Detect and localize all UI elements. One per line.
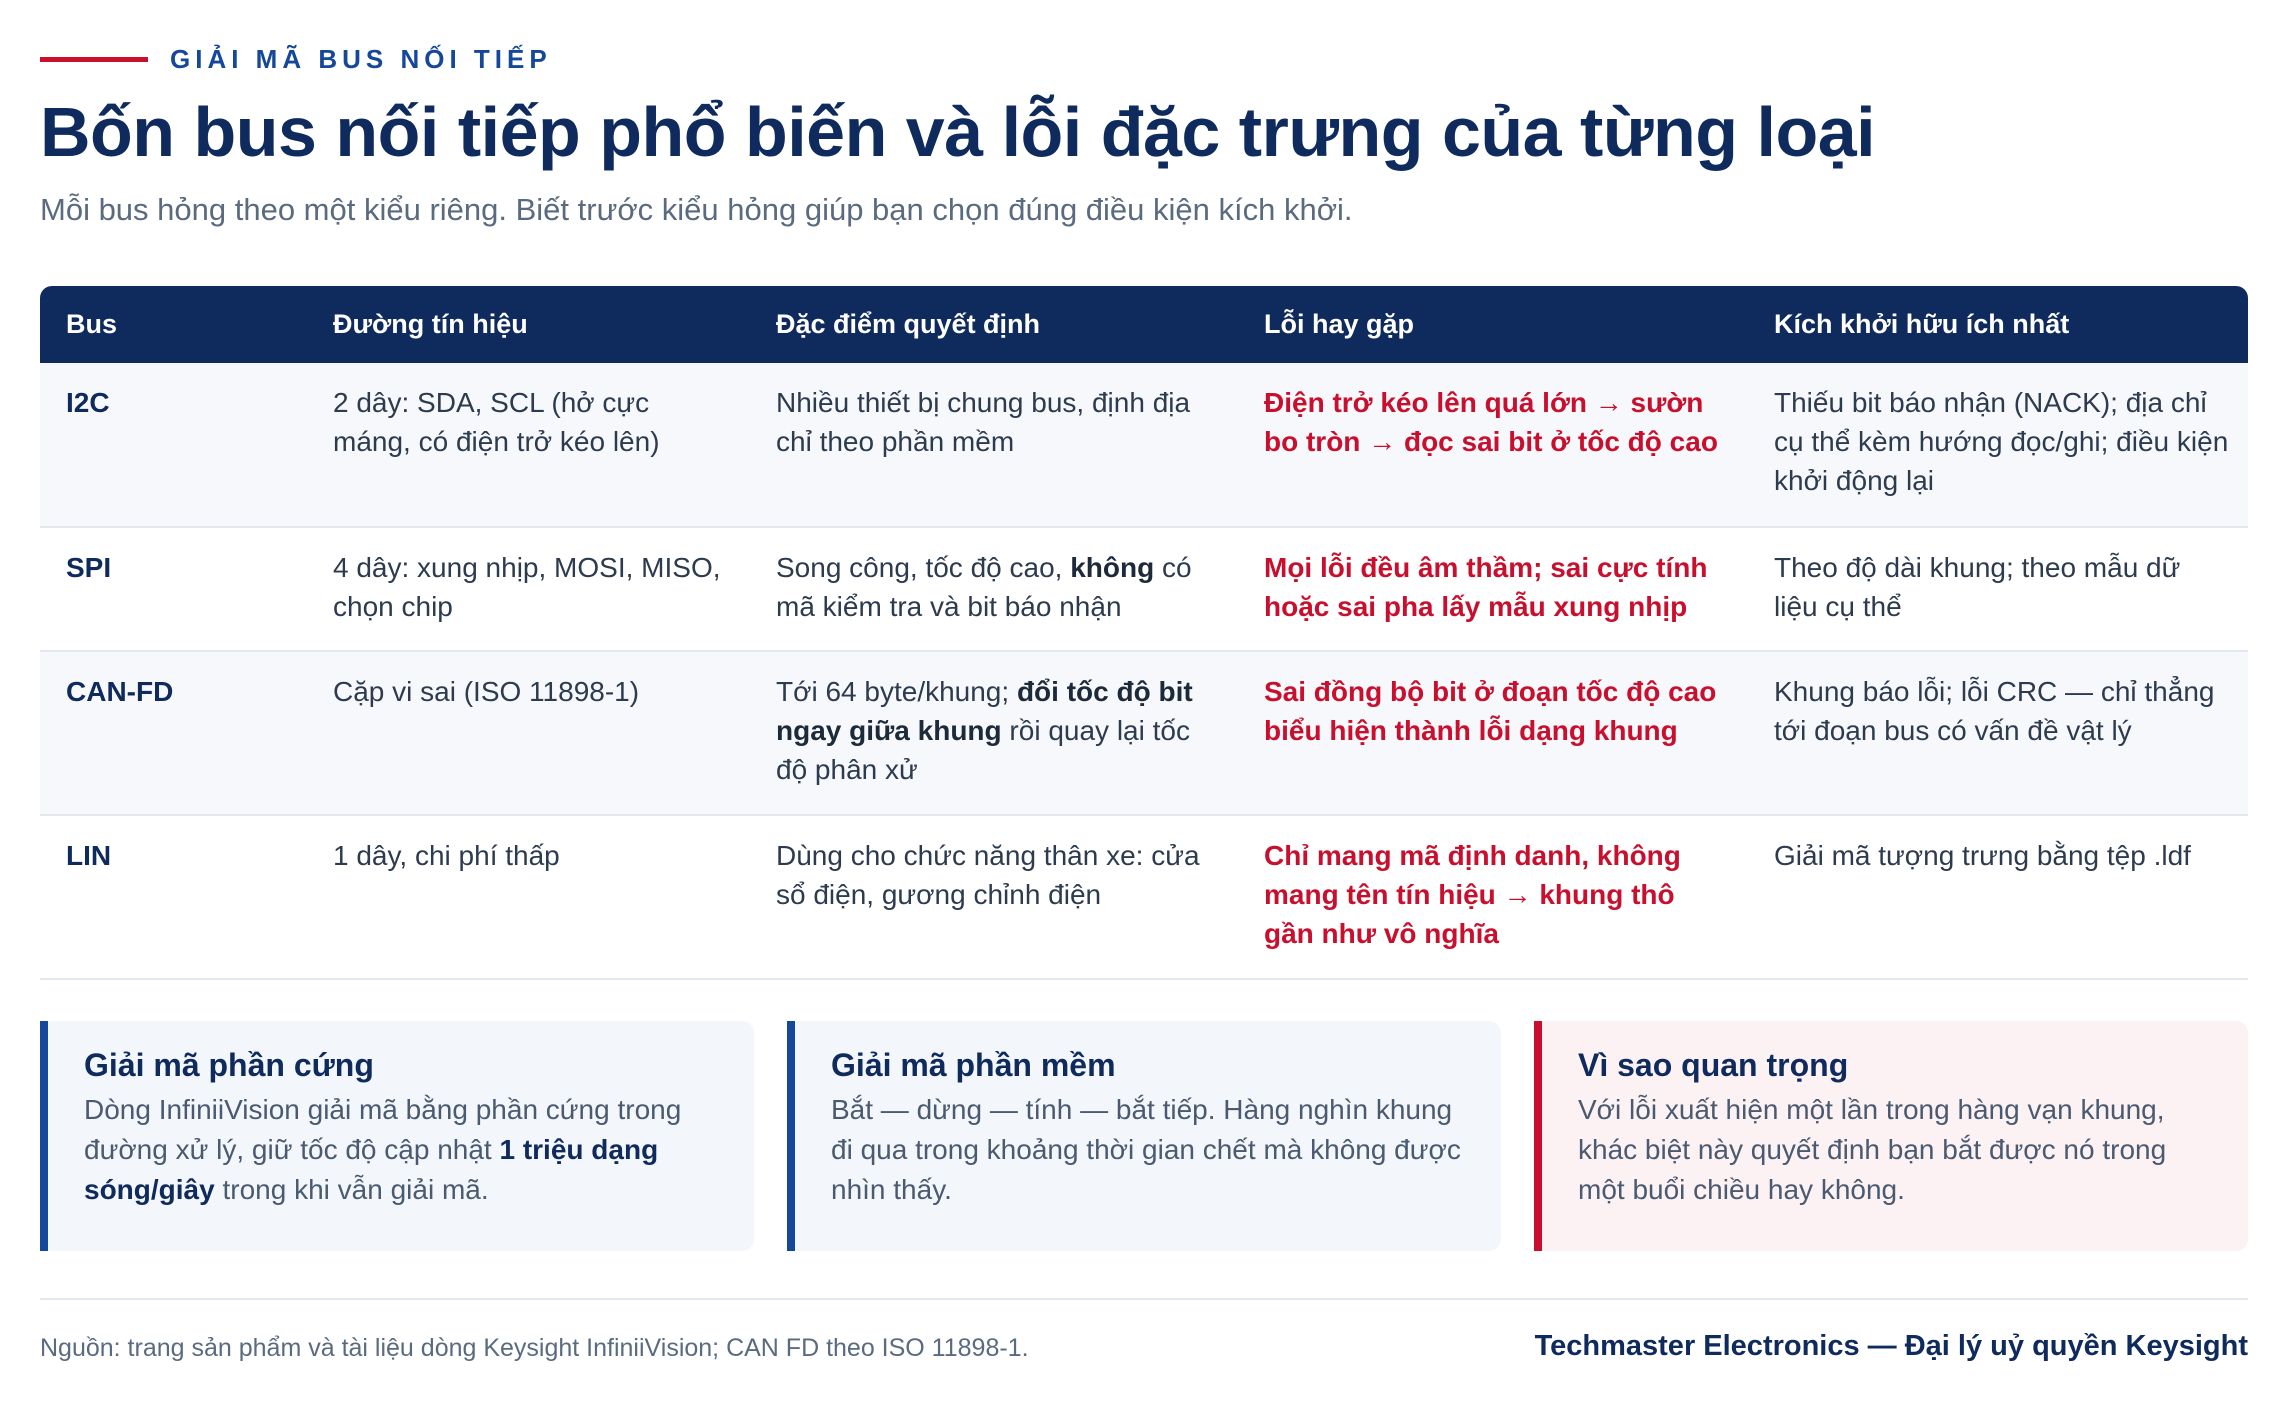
- card-hardware-decode: [40, 1021, 754, 1251]
- eyebrow: [40, 44, 552, 75]
- signal-cell: Cặp vi sai (ISO 11898-1): [307, 651, 750, 815]
- feature-text: Nhiều thiết bị chung bus, định địa chỉ theo phần mềm: [776, 387, 1191, 457]
- card-text: Bắt — dừng — tính — bắt tiếp. Hàng nghìn khung đi qua trong khoảng thời gian chết mà không được nhìn thấy.: [831, 1094, 1461, 1205]
- page-title: Bốn bus nối tiếp phổ biến và lỗi đặc trưng của từng loại: [40, 93, 1876, 171]
- eyebrow-label: GIẢI MÃ BUS NỐI TIẾP: [170, 44, 552, 74]
- column-header-signal: Đường tín hiệu: [333, 309, 528, 339]
- feature-cell: [750, 651, 1238, 815]
- card-why-it-matters: [1534, 1021, 2248, 1251]
- feature-emphasis: đổi tốc độ bit ngay giữa khung: [776, 676, 1193, 746]
- feature-cell: [750, 527, 1238, 651]
- error-cell: Điện trở kéo lên quá lớn → sườn bo tròn → đọc sai bit ở tốc độ cao: [1238, 363, 1748, 527]
- bus-comparison-table: [40, 286, 2248, 980]
- trigger-cell: Khung báo lỗi; lỗi CRC — chỉ thẳng tới đoạn bus có vấn đề vật lý: [1748, 651, 2248, 815]
- table-row: [40, 651, 2248, 815]
- page-subtitle: Mỗi bus hỏng theo một kiểu riêng. Biết trước kiểu hỏng giúp bạn chọn đúng điều kiện kích khởi.: [40, 192, 1353, 227]
- column-header-feature: Đặc điểm quyết định: [776, 309, 1041, 339]
- footer-divider: [40, 1298, 2248, 1300]
- column-header-bus: Bus: [66, 309, 118, 339]
- card-text: Với lỗi xuất hiện một lần trong hàng vạn khung, khác biệt này quyết định bạn bắt được nó trong một buổi chiều hay không.: [1578, 1094, 2167, 1205]
- feature-cell: [750, 363, 1238, 527]
- feature-text: Dùng cho chức năng thân xe: cửa sổ điện, gương chỉnh điện: [776, 840, 1200, 910]
- feature-emphasis: không: [1070, 552, 1155, 583]
- table-row: [40, 527, 2248, 651]
- column-header-error: Lỗi hay gặp: [1264, 309, 1415, 339]
- footer-brand: Techmaster Electronics — Đại lý uỷ quyền Keysight: [1534, 1330, 2248, 1362]
- bus-name: LIN: [40, 815, 307, 979]
- card-text-part: trong khi vẫn giải mã.: [214, 1174, 489, 1205]
- table-row: [40, 363, 2248, 527]
- signal-cell: 4 dây: xung nhịp, MOSI, MISO, chọn chip: [307, 527, 750, 651]
- trigger-cell: Giải mã tượng trưng bằng tệp .ldf: [1748, 815, 2248, 979]
- card-software-decode: [787, 1021, 1501, 1251]
- card-text-emphasis: 1 triệu dạng sóng/giây: [84, 1134, 659, 1205]
- card-text: [84, 1090, 724, 1210]
- feature-text: có mã kiểm tra và bit báo nhận: [776, 552, 1192, 622]
- bus-name: I2C: [40, 363, 307, 527]
- bus-name: CAN-FD: [40, 651, 307, 815]
- feature-text: rồi quay lại tốc độ phân xử: [776, 715, 1190, 785]
- signal-cell: 1 dây, chi phí thấp: [307, 815, 750, 979]
- card-title: Vì sao quan trọng: [1578, 1047, 1849, 1083]
- feature-cell: [750, 815, 1238, 979]
- trigger-cell: Theo độ dài khung; theo mẫu dữ liệu cụ thể: [1748, 527, 2248, 651]
- table-header-row: [40, 286, 2248, 363]
- error-cell: Chỉ mang mã định danh, không mang tên tín hiệu → khung thô gần như vô nghĩa: [1238, 815, 1748, 979]
- card-title: Giải mã phần cứng: [84, 1047, 374, 1083]
- column-header-trigger: Kích khởi hữu ích nhất: [1774, 309, 2070, 339]
- feature-text: Tới 64 byte/khung;: [776, 676, 1017, 707]
- bus-name: SPI: [40, 527, 307, 651]
- card-text-part: Dòng InfiniiVision giải mã bằng phần cứng trong đường xử lý, giữ tốc độ cập nhật: [84, 1094, 682, 1165]
- info-cards: [40, 1021, 2248, 1251]
- feature-text: Song công, tốc độ cao,: [776, 552, 1071, 583]
- error-cell: Mọi lỗi đều âm thầm; sai cực tính hoặc sai pha lấy mẫu xung nhịp: [1238, 527, 1748, 651]
- eyebrow-accent-bar: [40, 57, 148, 62]
- signal-cell: 2 dây: SDA, SCL (hở cực máng, có điện trở kéo lên): [307, 363, 750, 527]
- footer-source: Nguồn: trang sản phẩm và tài liệu dòng Keysight InfiniiVision; CAN FD theo ISO 11898-1.: [40, 1334, 1029, 1362]
- trigger-cell: Thiếu bit báo nhận (NACK); địa chỉ cụ thể kèm hướng đọc/ghi; điều kiện khởi động lại: [1748, 363, 2248, 527]
- card-title: Giải mã phần mềm: [831, 1047, 1116, 1083]
- error-cell: Sai đồng bộ bit ở đoạn tốc độ cao biểu hiện thành lỗi dạng khung: [1238, 651, 1748, 815]
- table-row: [40, 815, 2248, 979]
